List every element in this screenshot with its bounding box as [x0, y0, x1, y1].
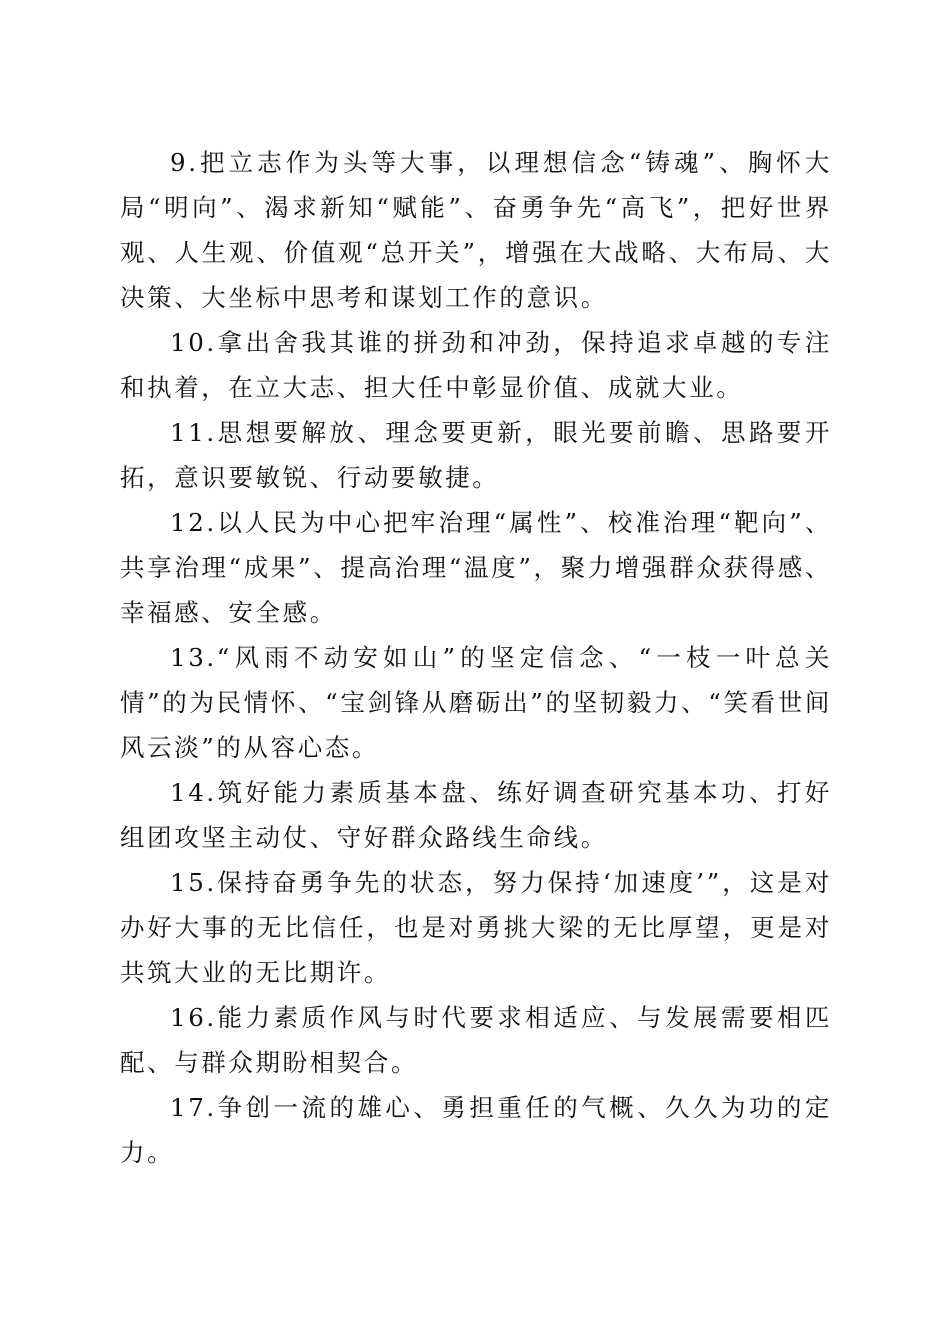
- paragraph-14: 14.筑好能力素质基本盘、练好调查研究基本功、打好组团攻坚主动仗、守好群众路线生命线。: [120, 778, 832, 852]
- paragraph-15: 15.保持奋勇争先的状态，努力保持‘加速度’”，这是对办好大事的无比信任，也是对勇挑大梁的无比厚望，更是对共筑大业的无比期许。: [120, 868, 832, 987]
- paragraph-17: 17.争创一流的雄心、勇担重任的气概、久久为功的定力。: [120, 1093, 832, 1167]
- paragraph-13: 13.“风雨不动安如山”的坚定信念、“一枝一叶总关情”的为民情怀、“宝剑锋从磨砺出”的坚韧毅力、“笑看世间风云淡”的从容心态。: [120, 643, 832, 762]
- paragraph-10: 10.拿出舍我其谁的拼劲和冲劲，保持追求卓越的专注和执着，在立大志、担大任中彰显价值、成就大业。: [120, 328, 832, 402]
- paragraph-9: 9.把立志作为头等大事，以理想信念“铸魂”、胸怀大局“明向”、渴求新知“赋能”、奋勇争先“高飞”，把好世界观、人生观、价值观“总开关”，增强在大战略、大布局、大决策、大坐标中思考和谋划工作的意识。: [120, 148, 832, 312]
- paragraph-16: 16.能力素质作风与时代要求相适应、与发展需要相匹配、与群众期盼相契合。: [120, 1003, 832, 1077]
- paragraph-11: 11.思想要解放、理念要更新，眼光要前瞻、思路要开拓，意识要敏锐、行动要敏捷。: [120, 418, 832, 492]
- paragraph-12: 12.以人民为中心把牢治理“属性”、校准治理“靶向”、共享治理“成果”、提高治理“温度”，聚力增强群众获得感、幸福感、安全感。: [120, 508, 832, 627]
- document-body: [120, 140, 832, 1175]
